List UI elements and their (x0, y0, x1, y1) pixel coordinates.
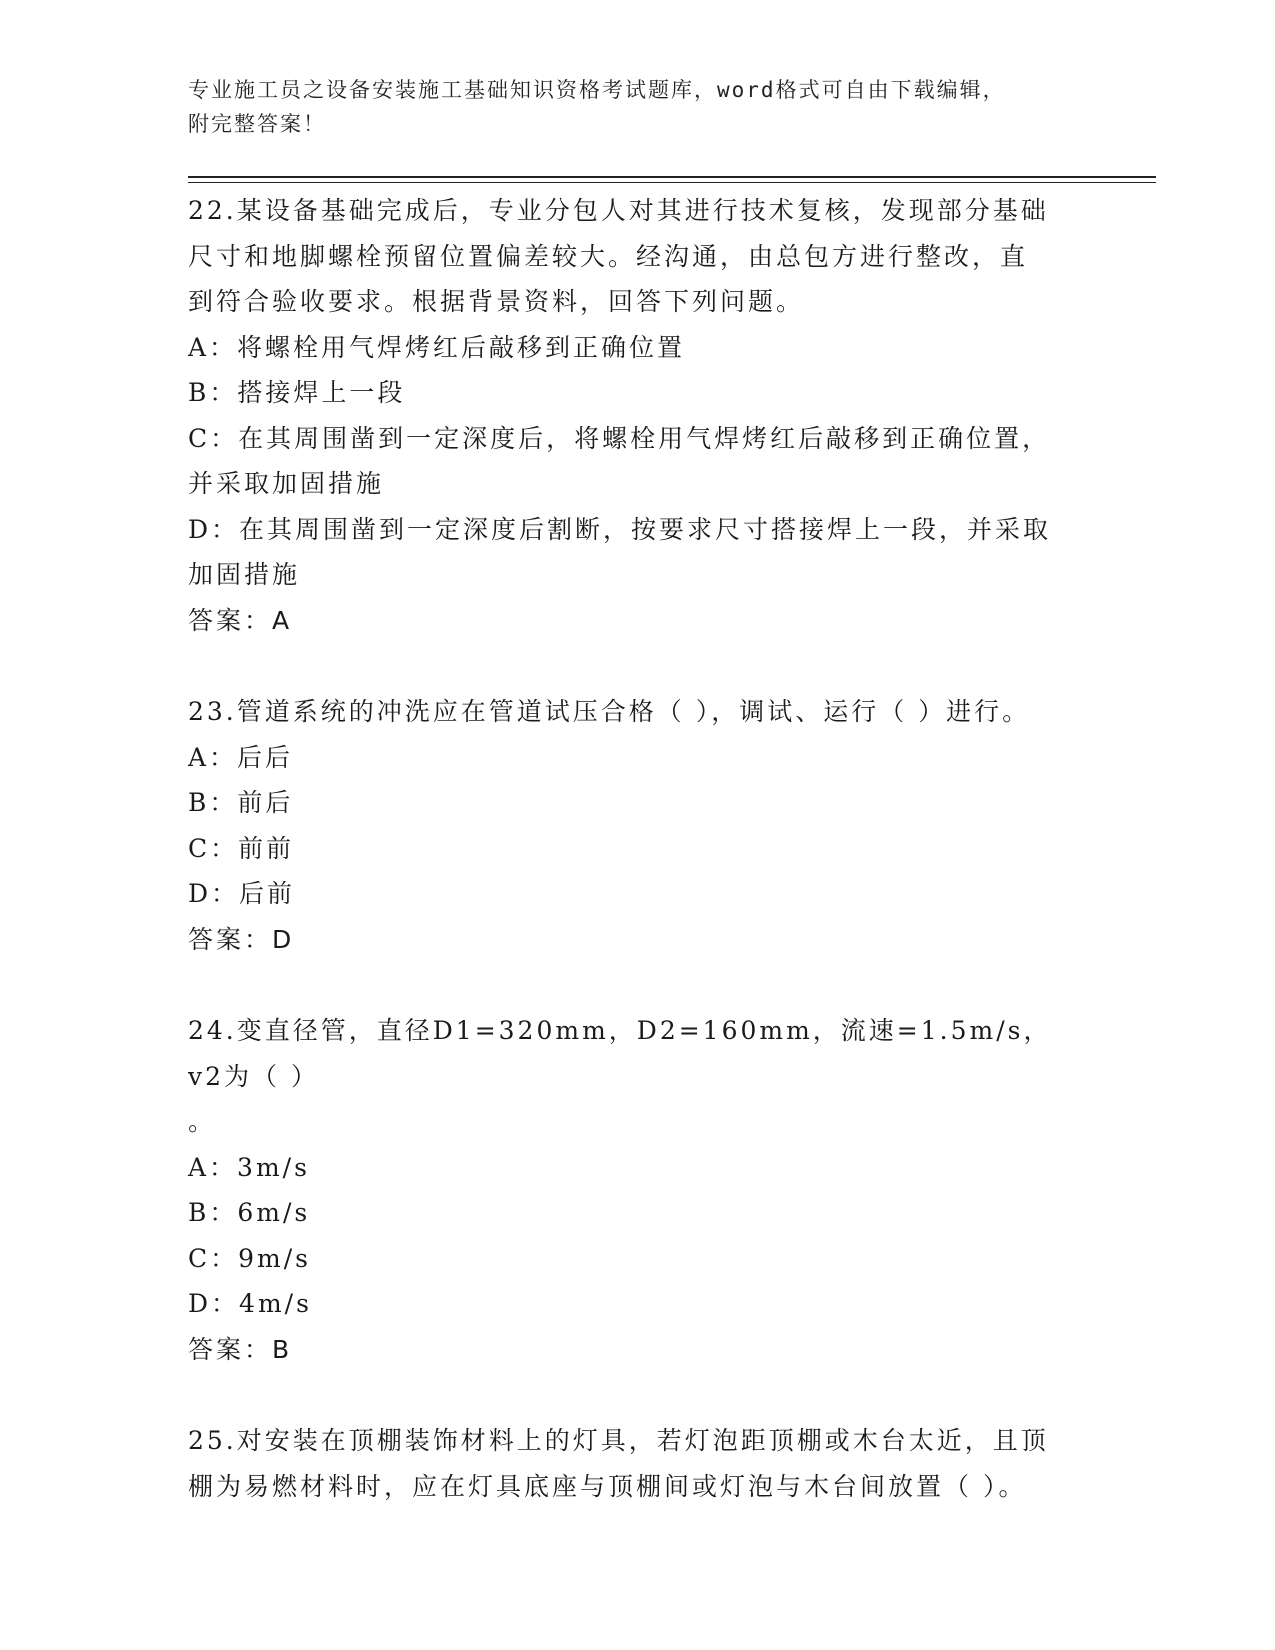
option-d-continued: 加固措施 (188, 560, 301, 589)
question-25 (188, 1418, 1078, 1509)
option-c: C：9m/s (188, 1243, 311, 1273)
question-stem-line: 到符合验收要求。根据背景资料，回答下列问题。 (188, 287, 805, 316)
question-stem-line: 23.管道系统的冲洗应在管道试压合格（ ），调试、运行（ ）进行。 (188, 697, 1031, 726)
option-a: A：3m/s (188, 1152, 310, 1182)
question-stem-line: 22.某设备基础完成后，专业分包人对其进行技术复核，发现部分基础 (188, 196, 1049, 225)
option-d: D：4m/s (188, 1289, 312, 1318)
question-stem-line: 棚为易燃材料时，应在灯具底座与顶棚间或灯泡与木台间放置（ ）。 (188, 1471, 1027, 1501)
option-d: D：在其周围凿到一定深度后割断，按要求尺寸搭接焊上一段，并采取 (188, 514, 1052, 544)
question-23 (188, 689, 1078, 962)
header-divider-thick (188, 176, 1156, 178)
answer-label: 答案：D (188, 924, 295, 954)
header-line-1: 专业施工员之设备安装施工基础知识资格考试题库，word格式可自由下载编辑， (188, 78, 1006, 102)
question-24 (188, 1008, 1078, 1372)
option-c-continued: 并采取加固措施 (188, 469, 385, 498)
option-b: B：前后 (188, 788, 294, 817)
document-header (188, 73, 1068, 141)
option-d: D：后前 (188, 879, 296, 908)
option-b: B：6m/s (188, 1198, 311, 1227)
question-stem-line: 。 (188, 1107, 217, 1136)
question-stem-line: 25.对安装在顶棚装饰材料上的灯具，若灯泡距顶棚或木台太近，且顶 (188, 1426, 1049, 1455)
header-divider-thin (188, 182, 1156, 183)
answer-label: 答案：B (188, 1334, 293, 1364)
option-c: C：在其周围凿到一定深度后，将螺栓用气焊烤红后敲移到正确位置， (188, 423, 1051, 453)
option-c: C：前前 (188, 833, 295, 863)
question-stem-line: 24.变直径管，直径D1=320mm，D2=160mm，流速=1.5m/s，v2为（ ） (188, 1016, 1052, 1091)
question-stem-line: 尺寸和地脚螺栓预留位置偏差较大。经沟通，由总包方进行整改，直 (188, 241, 1029, 271)
option-b: B：搭接焊上一段 (188, 378, 406, 407)
option-a: A：将螺栓用气焊烤红后敲移到正确位置 (188, 332, 686, 362)
question-list (188, 188, 1078, 1509)
option-a: A：后后 (188, 742, 294, 772)
header-line-2: 附完整答案！ (188, 112, 326, 136)
answer-label: 答案：A (188, 605, 293, 635)
question-22 (188, 188, 1078, 643)
